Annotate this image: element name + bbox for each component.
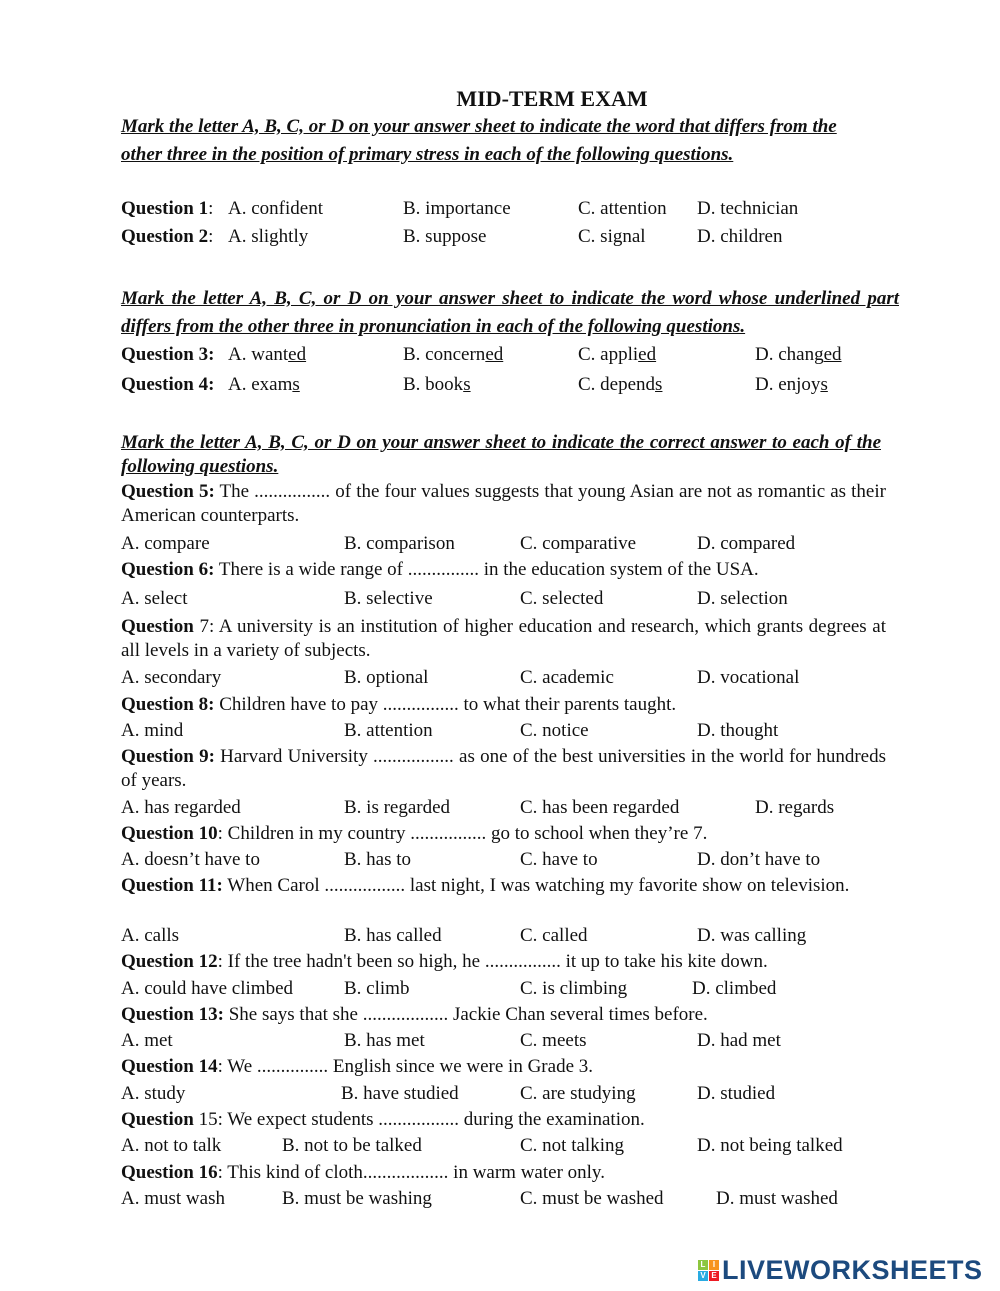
option-text: C. depend [578,374,656,395]
option-text: A. exam [228,374,293,395]
question-label-suffix: : [217,1162,228,1183]
option-underlined-part: ed [638,344,657,365]
question-label: Question 5: [121,481,215,502]
answer-option-B[interactable]: B. has called [344,925,442,946]
answer-option-B[interactable]: B. is regarded [344,797,451,818]
answer-option-D[interactable]: D. thought [697,720,779,741]
answer-option-B[interactable]: B. importance [403,198,511,219]
logo-tile: E [709,1271,719,1281]
answer-option-A[interactable]: A. confident [228,198,323,219]
question-9 [121,745,886,793]
question-label: Question [121,1109,194,1130]
answer-option-A[interactable]: A. study [121,1083,186,1104]
option-underlined-part: ed [823,344,842,365]
question-10 [121,822,886,846]
question-label: Question 6: [121,559,215,580]
question-text: Harvard University ................. as one of the best universities in the world for hundreds of years. [121,746,886,791]
logo-tile: I [709,1260,719,1270]
answer-option-A[interactable]: A. secondary [121,667,222,688]
question-label: Question 12 [121,951,218,972]
question-text: We expect students ................. during the examination. [227,1109,645,1130]
question-label: Question 16 [121,1162,218,1183]
answer-option-C[interactable]: C. called [520,925,588,946]
option-underlined-part: ed [288,344,307,365]
option-underlined-part: s [292,374,300,395]
answer-option-A[interactable]: A. could have climbed [121,978,294,999]
question-label-suffix: 15: [193,1109,228,1130]
question-label: Question [121,616,194,637]
question-text: If the tree hadn't been so high, he ................ it up to take his kite down. [227,951,768,972]
answer-option-A[interactable]: A. met [121,1030,173,1051]
question-15 [121,1108,886,1132]
answer-option-A[interactable]: A. has regarded [121,797,241,818]
answer-option-B[interactable]: B. selective [344,588,433,609]
question-label-suffix: : [208,198,214,219]
question-text: The ................ of the four values suggests that young Asian are not as romantic as their American counterparts. [121,481,886,526]
option-text: A. want [228,344,289,365]
answer-option-A[interactable]: A. must wash [121,1188,225,1209]
answer-option-B[interactable]: B. not to be talked [282,1135,422,1156]
question-text: She says that she .................. Jackie Chan several times before. [228,1004,708,1025]
answer-option-B[interactable]: B. optional [344,667,429,688]
answer-option-D[interactable]: D. regards [755,797,835,818]
question-text: A university is an institution of higher education and research, which grants degrees at all levels in a variety of subjects. [121,616,886,661]
answer-option-C[interactable]: C. must be washed [520,1188,664,1209]
answer-option-D[interactable]: D. climbed [692,978,777,999]
question-label: Question 8: [121,694,215,715]
question-14 [121,1055,886,1079]
answer-option-C[interactable]: C. has been regarded [520,797,680,818]
liveworksheets-logo [698,1255,983,1286]
option-text: B. concern [403,344,486,365]
answer-option-D[interactable]: D. not being talked [697,1135,843,1156]
answer-option-A[interactable]: A. not to talk [121,1135,222,1156]
answer-option-D[interactable]: D. don’t have to [697,849,821,870]
answer-option-D[interactable]: D. had met [697,1030,781,1051]
answer-option-C[interactable]: C. meets [520,1030,587,1051]
instruction-stress: Mark the letter A, B, C, or D on your answer sheet to indicate the word that differs from the other three in the position of primary stress in each of the following questions. [121,116,837,165]
answer-option-B[interactable]: B. has met [344,1030,425,1051]
question-5 [121,480,886,528]
answer-option-C[interactable]: C. is climbing [520,978,628,999]
answer-option-D[interactable] [755,373,828,397]
question-label: Question 11: [121,875,223,896]
answer-option-C[interactable]: C. attention [578,198,667,219]
question-label: Question 2 [121,226,209,247]
answer-option-D[interactable]: D. was calling [697,925,807,946]
answer-option-C[interactable]: C. not talking [520,1135,624,1156]
question-text: This kind of cloth.................. in warm water only. [227,1162,605,1183]
answer-option-B[interactable] [403,343,503,367]
answer-option-C[interactable]: C. are studying [520,1083,636,1104]
answer-option-C[interactable]: C. notice [520,720,589,741]
answer-option-C[interactable]: C. academic [520,667,614,688]
answer-option-B[interactable]: B. have studied [341,1083,459,1104]
answer-option-D[interactable]: D. children [697,226,783,247]
answer-option-D[interactable]: D. must washed [716,1188,838,1209]
question-text: When Carol ................. last night, I was watching my favorite show on television. [227,875,850,896]
answer-option-C[interactable] [578,373,662,397]
question-12 [121,950,886,974]
question-label: Question 13: [121,1004,224,1025]
option-text: D. chang [755,344,824,365]
logo-tile: L [698,1260,708,1270]
question-8 [121,693,886,717]
question-label-suffix: 7: [193,616,219,637]
answer-option-B[interactable]: B. climb [344,978,410,999]
answer-option-C[interactable]: C. comparative [520,533,637,554]
answer-option-A[interactable]: A. mind [121,720,184,741]
answer-option-D[interactable]: D. studied [697,1083,776,1104]
answer-option-B[interactable]: B. comparison [344,533,455,554]
answer-option-A[interactable]: A. doesn’t have to [121,849,260,870]
option-text: B. book [403,374,464,395]
answer-option-A[interactable]: A. calls [121,925,180,946]
logo-tile: V [698,1271,708,1281]
option-text: D. enjoy [755,374,821,395]
question-text: We ............... English since we were in Grade 3. [227,1056,594,1077]
answer-option-D[interactable]: D. compared [697,533,796,554]
question-label: Question 1 [121,198,209,219]
instruction-correct-answer: Mark the letter A, B, C, or D on your answer sheet to indicate the correct answer to each of the following questions. [121,432,881,477]
option-underlined-part: s [820,374,828,395]
answer-option-D[interactable]: D. selection [697,588,788,609]
question-label: Question 3: [121,344,215,365]
answer-option-A[interactable]: A. select [121,588,188,609]
option-underlined-part: s [463,374,471,395]
answer-option-C[interactable]: C. have to [520,849,598,870]
question-6 [121,558,886,582]
answer-option-B[interactable]: B. has to [344,849,412,870]
answer-option-B[interactable]: B. must be washing [282,1188,432,1209]
answer-option-B[interactable] [403,373,471,397]
question-label: Question 4: [121,374,215,395]
answer-option-C[interactable]: C. signal [578,226,646,247]
question-13 [121,1003,886,1027]
question-text: There is a wide range of ............... in the education system of the USA. [218,559,759,580]
answer-option-B[interactable]: B. suppose [403,226,487,247]
question-16 [121,1161,886,1185]
question-label: Question 9: [121,746,215,767]
page-title: MID-TERM EXAM [456,86,648,111]
option-text: C. appli [578,344,639,365]
instruction-pronunciation: Mark the letter A, B, C, or D on your answer sheet to indicate the word whose underlined part differs from the other three in pronunciation in each of the following questions. [121,288,899,337]
logo-tiles-icon [698,1260,719,1281]
question-11 [121,874,886,898]
question-label-suffix: : [217,1056,228,1077]
question-text: Children have to pay ................ to what their parents taught. [219,694,677,715]
answer-option-B[interactable]: B. attention [344,720,433,741]
logo-text: LIVEWORKSHEETS [722,1255,983,1285]
answer-option-D[interactable]: D. technician [697,198,799,219]
question-label-suffix: : [217,951,228,972]
question-label-suffix: : [217,823,228,844]
answer-option-A[interactable] [228,373,300,397]
answer-option-C[interactable] [578,343,656,367]
answer-option-D[interactable]: D. vocational [697,667,800,688]
answer-option-D[interactable] [755,343,842,367]
question-label: Question 14 [121,1056,218,1077]
question-7 [121,615,886,663]
answer-option-A[interactable] [228,343,306,367]
option-underlined-part: ed [485,344,504,365]
option-underlined-part: s [655,374,663,395]
answer-option-A[interactable]: A. slightly [228,226,309,247]
question-label-suffix: : [208,226,214,247]
question-label: Question 10 [121,823,218,844]
answer-option-C[interactable]: C. selected [520,588,604,609]
answer-option-A[interactable]: A. compare [121,533,210,554]
question-text: Children in my country ................ go to school when they’re 7. [227,823,708,844]
